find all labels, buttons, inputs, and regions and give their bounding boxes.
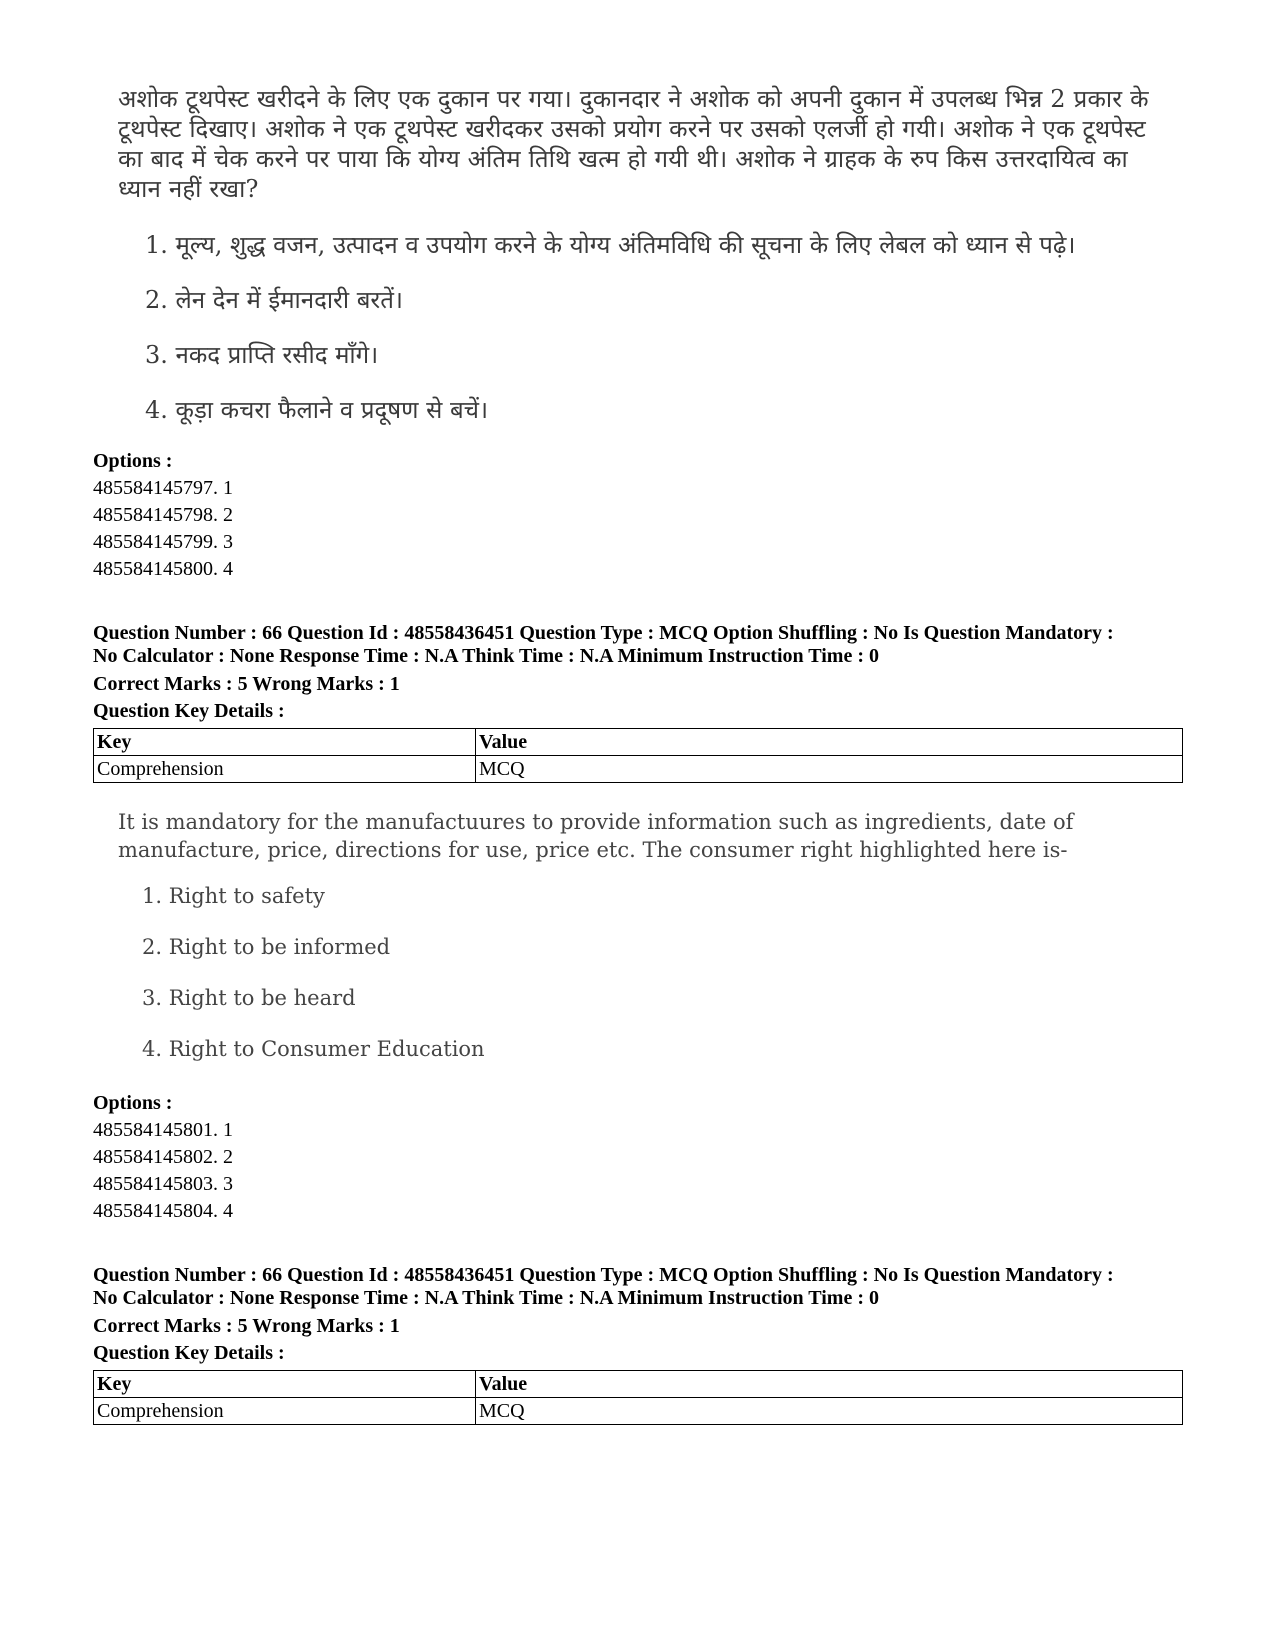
marks-line: Correct Marks : 5 Wrong Marks : 1 — [93, 1315, 400, 1337]
key-details-heading: Question Key Details : — [93, 1342, 285, 1364]
question-meta-line1: Question Number : 66 Question Id : 48558436451 Question Type : MCQ Option Shuffling : No Is Question Mandatory : — [93, 622, 1114, 644]
table-cell-value: MCQ — [476, 1398, 1183, 1425]
table-row — [94, 1398, 1183, 1425]
english-choice-3: 3. Right to be heard — [142, 986, 356, 1010]
option-id: 485584145799. 3 — [93, 531, 233, 553]
english-question-block — [118, 808, 1158, 864]
table-header-row — [94, 729, 1183, 756]
key-details-heading: Question Key Details : — [93, 700, 285, 722]
table-cell-key: Comprehension — [94, 756, 476, 783]
question-meta-line2: No Calculator : None Response Time : N.A Think Time : N.A Minimum Instruction Time : 0 — [93, 645, 879, 667]
hindi-choice-4: 4. कूड़ा कचरा फैलाने व प्रदूषण से बचें। — [145, 396, 489, 424]
table-row — [94, 756, 1183, 783]
option-id: 485584145801. 1 — [93, 1119, 233, 1141]
table-header-value: Value — [476, 1371, 1183, 1398]
question-meta-line1: Question Number : 66 Question Id : 48558436451 Question Type : MCQ Option Shuffling : No Is Question Mandatory : — [93, 1264, 1114, 1286]
table-header-key: Key — [94, 729, 476, 756]
table-cell-value: MCQ — [476, 756, 1183, 783]
question-meta-line2: No Calculator : None Response Time : N.A Think Time : N.A Minimum Instruction Time : 0 — [93, 1287, 879, 1309]
option-id: 485584145798. 2 — [93, 504, 233, 526]
marks-line: Correct Marks : 5 Wrong Marks : 1 — [93, 673, 400, 695]
hindi-choice-1: 1. मूल्य, शुद्ध वजन, उत्पादन व उपयोग करने के योग्य अंतिमविधि की सूचना के लिए लेबल को ध्यान से पढ़े। — [145, 231, 1076, 259]
table-header-row — [94, 1371, 1183, 1398]
option-id: 485584145800. 4 — [93, 558, 233, 580]
english-question-text: It is mandatory for the manufactuures to provide information such as ingredients, date of manufacture, price, directions for use, price etc. The consumer right highlighted here is- — [118, 810, 1074, 862]
options-heading: Options : — [93, 1092, 173, 1114]
table-cell-key: Comprehension — [94, 1398, 476, 1425]
hindi-choice-3: 3. नकद प्राप्ति रसीद माँगे। — [145, 341, 379, 369]
english-choice-4: 4. Right to Consumer Education — [142, 1037, 485, 1061]
hindi-question-block — [118, 84, 1158, 204]
table-header-value: Value — [476, 729, 1183, 756]
hindi-question-text: अशोक टूथपेस्ट खरीदने के लिए एक दुकान पर गया। दुकानदार ने अशोक को अपनी दुकान में उपलब्ध भिन्न 2 प्रकार के टूथपेस्ट दिखाए। अशोक ने एक टूथपेस्ट खरीदकर उसको प्रयोग करने पर उसको एलर्जी हो गयी। अशोक ने एक टूथपेस्ट का बाद में चेक करने पर पाया कि योग्य अंतिम तिथि खत्म हो गयी थी। अशोक ने ग्राहक के रुप किस उत्तरदायित्व का ध्यान नहीं रखा? — [118, 85, 1149, 203]
english-choice-2: 2. Right to be informed — [142, 935, 391, 959]
option-id: 485584145804. 4 — [93, 1200, 233, 1222]
question-key-table — [93, 1370, 1183, 1425]
option-id: 485584145802. 2 — [93, 1146, 233, 1168]
hindi-choice-2: 2. लेन देन में ईमानदारी बरतें। — [145, 286, 404, 314]
option-id: 485584145797. 1 — [93, 477, 233, 499]
english-choice-1: 1. Right to safety — [142, 884, 325, 908]
question-key-table — [93, 728, 1183, 783]
options-heading: Options : — [93, 450, 173, 472]
table-header-key: Key — [94, 1371, 476, 1398]
option-id: 485584145803. 3 — [93, 1173, 233, 1195]
